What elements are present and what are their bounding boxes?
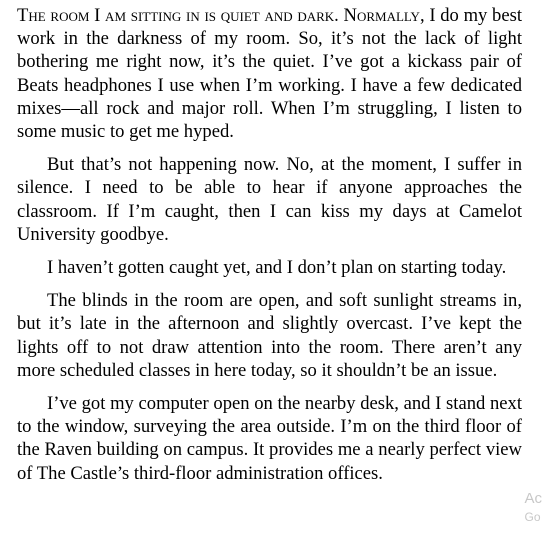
activation-watermark xyxy=(524,490,542,526)
paragraph-2: But that’s not happening now. No, at the moment, I suffer in silence. I need to be able to hear if anyone approaches the classroom. If I’m caught, then I can kiss my days at Camelot University goodbye. xyxy=(17,154,522,245)
paragraph-4: The blinds in the room are open, and soft sunlight streams in, but it’s late in the afternoon and slightly overcast. I’ve kept the lights off to not draw attention into the room. There aren’t any more scheduled classes in here today, so it shouldn’t be an issue. xyxy=(17,290,522,381)
body-text xyxy=(17,4,522,495)
paragraph-1 xyxy=(17,4,522,143)
paragraph-1-text: I do my best work in the darkness of my room. So, it’s not the lack of light bothering me right now, it’s the quiet. I’ve got a kickass pair of Beats headphones I use when I’m working. I have a few dedicated mixes—all rock and major roll. When I’m struggling, I listen to some music to get me hyped. xyxy=(17,5,523,143)
opening-small-caps: The room I am sitting in is quiet and dark. Normally, xyxy=(17,5,425,26)
watermark-line-1: Ac xyxy=(524,490,542,507)
paragraph-5: I’ve got my computer open on the nearby desk, and I stand next to the window, surveying the area outside. I’m on the third floor of the Raven building on campus. It provides me a nearly perfect view of The Castle’s third-floor administration offices. xyxy=(17,393,522,484)
paragraph-3: I haven’t gotten caught yet, and I don’t plan on starting today. xyxy=(47,257,507,279)
watermark-line-2: Go xyxy=(524,510,541,524)
